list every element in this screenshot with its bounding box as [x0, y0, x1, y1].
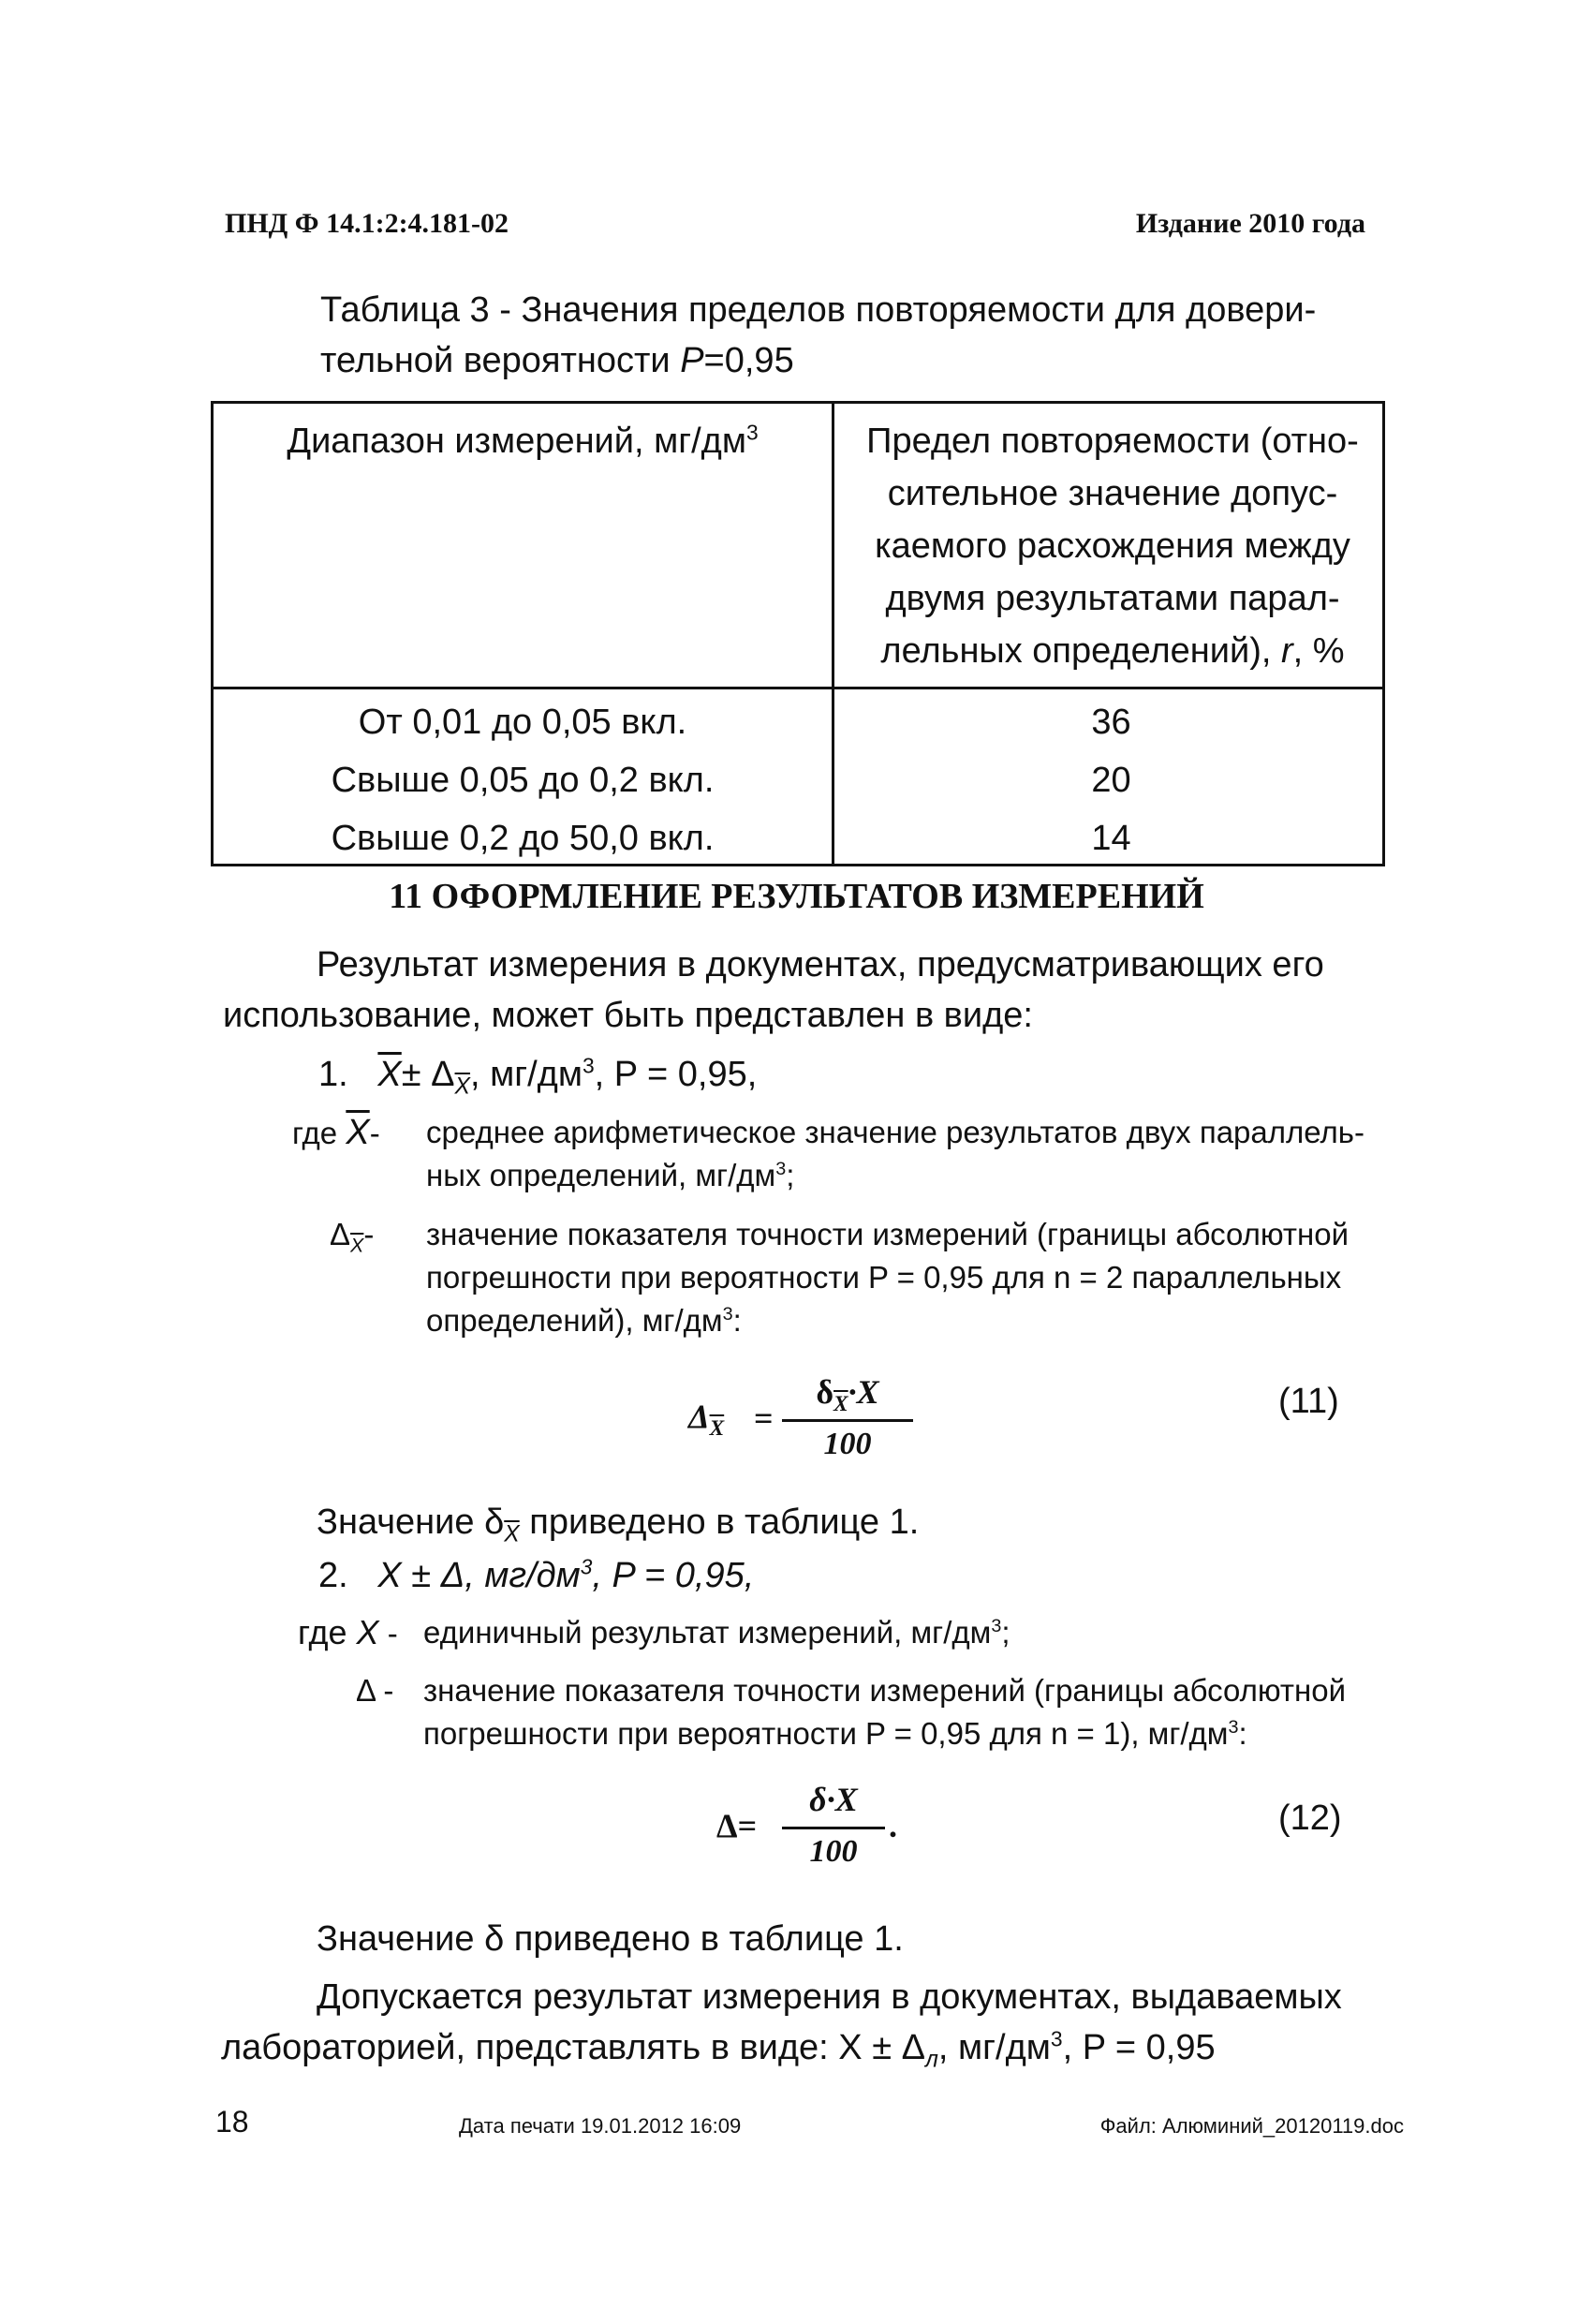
definition-text-delta: значение показателя точности измерений (границы абсолютной погрешности при вероятности P = 0,95 для n = 1), $мг/дм^3$:: [423, 1673, 1347, 1751]
definition-text-delta-X: значение показателя точности измерений (границы абсолютной погрешности при вероятности P = 0,95 для n = 2 параллельных определений), $мг/дм^3$:: [426, 1217, 1350, 1338]
edition-label: Издание 2010 года: [1135, 208, 1365, 239]
formula-item-1: 1. $\overline{X}\pm \Delta_{\overline{X}}$, $мг/дм^3$, P = 0,95,: [318, 1053, 758, 1100]
file-name: Файл: Алюминий_20120119.doc: [1099, 2114, 1404, 2138]
note-delta: Значение δ приведено в таблице 1.: [317, 1919, 904, 1959]
definition-symbol-X: где X -: [298, 1613, 398, 1651]
page-number: 18: [215, 2105, 249, 2139]
definition-text-X-bar: среднее арифметическое значение результатов двух параллель- ных определений, $мг/дм^3$;: [426, 1115, 1364, 1192]
table-cell-value: 20: [1091, 761, 1131, 800]
note-delta-X: Значение $\delta_{\overline{X}}$ приведено в таблице 1.: [317, 1502, 920, 1547]
table-cell-value: 36: [1091, 703, 1131, 742]
definition-symbol-delta-X: $\Delta_{\overline{X}}-$: [330, 1217, 375, 1257]
table-cell-value: 14: [1091, 819, 1131, 858]
caption-line-2: тельной вероятности P=0,95: [320, 341, 794, 380]
intro-paragraph: Результат измерения в документах, предусматривающих его использование, может быть представлен в виде:: [223, 945, 1324, 1035]
equation-number-12: (12): [1278, 1799, 1342, 1838]
fraction-bar: [782, 1827, 885, 1829]
caption-line-1: Таблица 3 - Значения пределов повторяемости для довери-: [320, 290, 1317, 330]
table-cell-range: От 0,01 до 0,05 вкл.: [358, 703, 687, 742]
table-divider-horizontal: [214, 687, 1382, 689]
table-caption: [320, 285, 1397, 386]
document-code: ПНД Ф 14.1:2:4.181-02: [225, 208, 509, 239]
section-title: 11 ОФОРМЛЕНИЕ РЕЗУЛЬТАТОВ ИЗМЕРЕНИЙ: [389, 877, 1204, 916]
formula-item-2: 2. X ± Δ, $мг/дм^3$, P = 0,95,: [318, 1554, 755, 1595]
definition-text-X: единичный результат измерений, $мг/дм^3$;: [423, 1615, 1010, 1650]
equation-11: $\Delta_{\overline{X}}$ = $\delta_{\overline{X}}\cdot X$ 100: [688, 1372, 913, 1475]
column-header-limit: Предел повторяемости (отно- сительное значение допус- каемого расхождения между двумя результатами парал- лельных определений), r, %: [866, 422, 1359, 671]
repeatability-table: [211, 401, 1385, 866]
definition-symbol-X-bar: где $\overline{X}-$: [292, 1113, 380, 1152]
equation-12: Δ= δ·X 100 .: [716, 1781, 897, 1869]
table-cell-range: Свыше 0,05 до 0,2 вкл.: [331, 761, 715, 800]
equation-number-11: (11): [1278, 1382, 1339, 1421]
definition-symbol-delta: Δ -: [356, 1673, 394, 1708]
table-cell-range: Свыше 0,2 до 50,0 вкл.: [331, 819, 715, 858]
fraction-bar: [782, 1419, 913, 1422]
column-header-range: Диапазон измерений, $мг/дм^3$: [287, 420, 759, 461]
final-paragraph: Допускается результат измерения в документах, выдаваемых лабораторией, представлять в виде: $X \pm \Delta_л$, $мг/дм^3$, P = 0,95: [221, 1977, 1342, 2073]
print-date: Дата печати 19.01.2012 16:09: [459, 2114, 742, 2138]
